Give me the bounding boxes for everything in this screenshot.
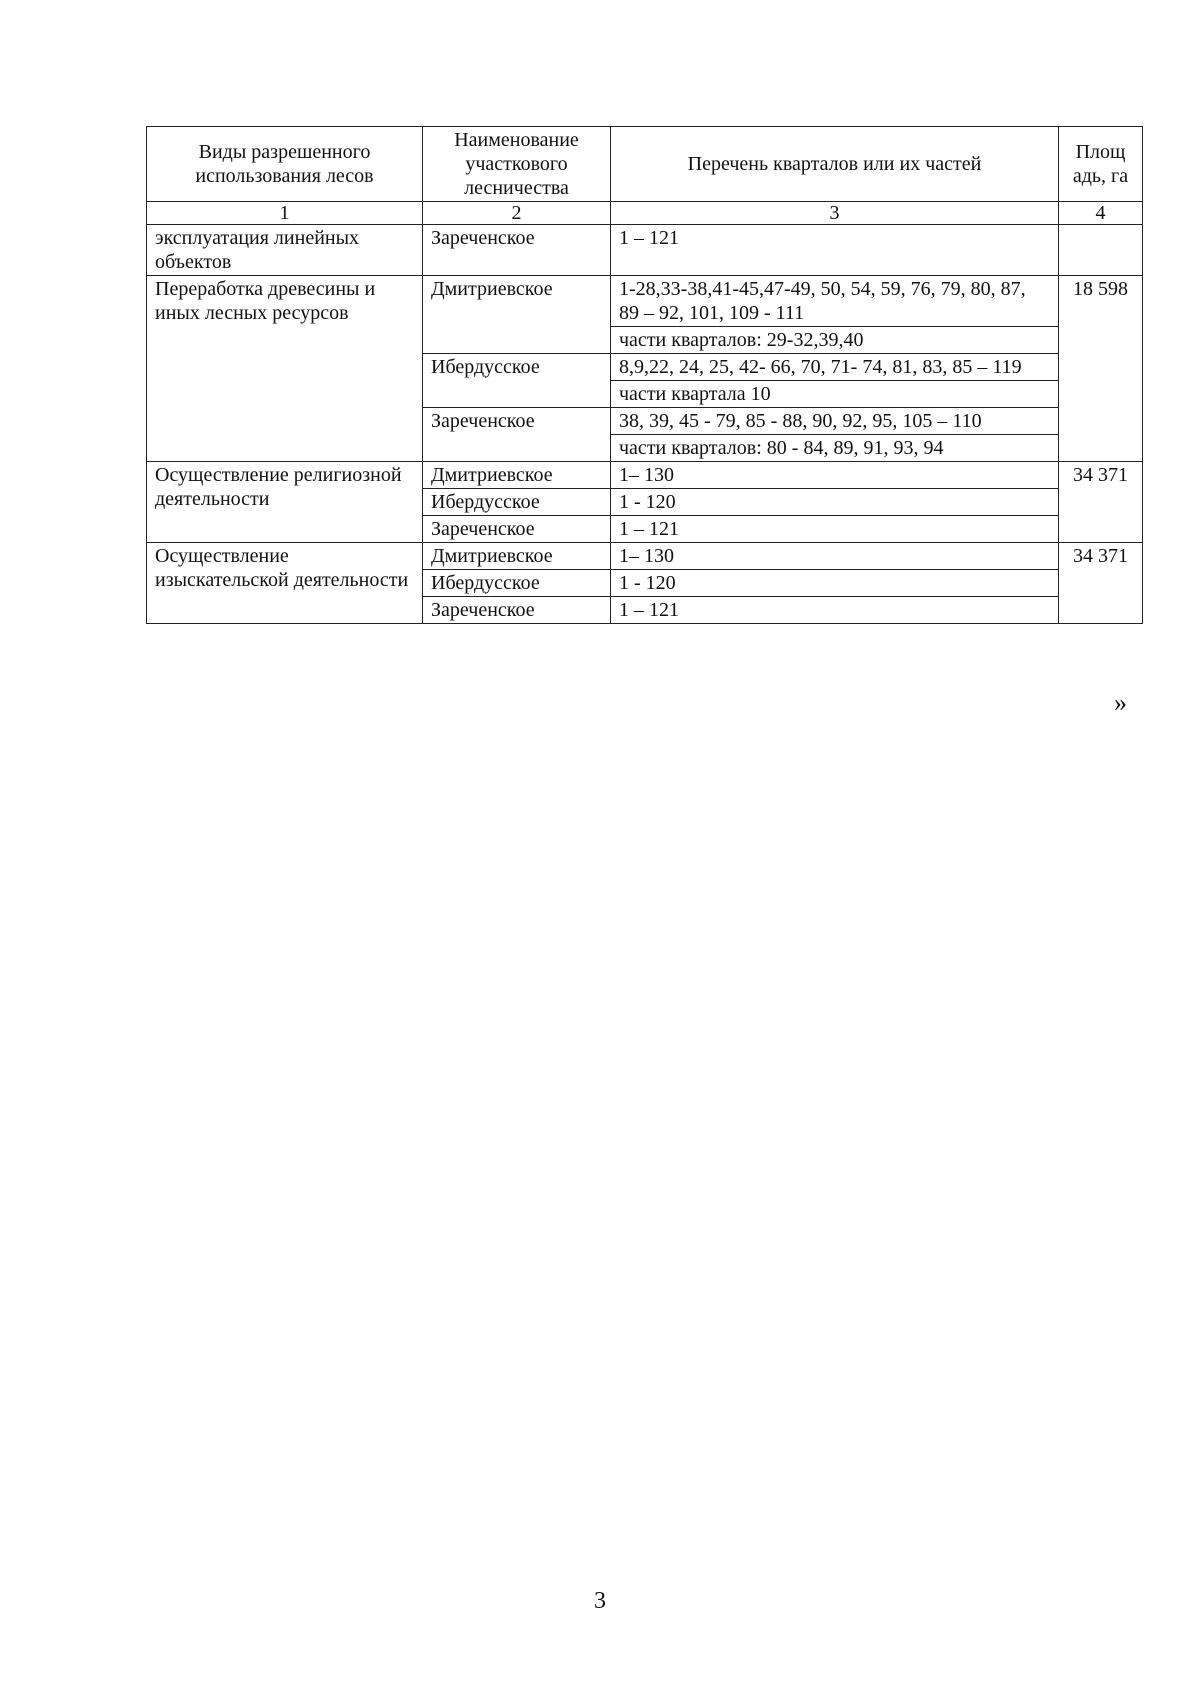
quarters-cell: 1 - 120 xyxy=(611,489,1059,516)
forest-use-table xyxy=(146,126,1143,624)
area-cell: 18 598 xyxy=(1059,276,1143,462)
forestry-cell: Зареченское xyxy=(423,408,611,462)
quarters-cell: 1– 130 xyxy=(611,462,1059,489)
header-forestry-name: Наименование участкового лесничества xyxy=(423,127,611,202)
use-type-cell: Осуществление религиозной деятельности xyxy=(147,462,423,543)
use-type-cell: Переработка древесины и иных лесных ресурсов xyxy=(147,276,423,462)
quarters-cell: 1 – 121 xyxy=(611,225,1059,276)
header-use-type: Виды разрешенного использования лесов xyxy=(147,127,423,202)
header-area: Площ адь, га xyxy=(1059,127,1143,202)
column-number-row xyxy=(147,202,1143,225)
forestry-cell: Зареченское xyxy=(423,516,611,543)
column-number: 3 xyxy=(611,202,1059,225)
header-quarters-list: Перечень кварталов или их частей xyxy=(611,127,1059,202)
quarters-cell: 1 – 121 xyxy=(611,597,1059,624)
column-number: 1 xyxy=(147,202,423,225)
quarters-cell: части кварталов: 29-32,39,40 xyxy=(611,327,1059,354)
quarters-cell: 1– 130 xyxy=(611,543,1059,570)
column-number: 2 xyxy=(423,202,611,225)
table-row xyxy=(147,543,1143,570)
quarters-cell: части квартала 10 xyxy=(611,381,1059,408)
forestry-cell: Дмитриевское xyxy=(423,462,611,489)
forestry-cell: Зареченское xyxy=(423,597,611,624)
quarters-cell: 38, 39, 45 - 79, 85 - 88, 90, 92, 95, 105 – 110 xyxy=(611,408,1059,435)
quarters-cell: 8,9,22, 24, 25, 42- 66, 70, 71- 74, 81, 83, 85 – 119 xyxy=(611,354,1059,381)
quarters-cell: части кварталов: 80 - 84, 89, 91, 93, 94 xyxy=(611,435,1059,462)
forestry-cell: Ибердусское xyxy=(423,570,611,597)
quarters-cell: 1 – 121 xyxy=(611,516,1059,543)
quarters-cell: 1 - 120 xyxy=(611,570,1059,597)
column-number: 4 xyxy=(1059,202,1143,225)
area-cell: 34 371 xyxy=(1059,543,1143,624)
forestry-cell: Дмитриевское xyxy=(423,276,611,354)
table-row xyxy=(147,276,1143,327)
forestry-cell: Зареченское xyxy=(423,225,611,276)
area-cell xyxy=(1059,225,1143,276)
quarters-cell: 1-28,33-38,41-45,47-49, 50, 54, 59, 76, 79, 80, 87, 89 – 92, 101, 109 - 111 xyxy=(611,276,1059,327)
closing-quote-mark: » xyxy=(1114,688,1127,717)
table-row xyxy=(147,225,1143,276)
page-number: 3 xyxy=(594,1588,606,1614)
table-row xyxy=(147,462,1143,489)
forestry-cell: Дмитриевское xyxy=(423,543,611,570)
use-type-cell: Осуществление изыскательской деятельности xyxy=(147,543,423,624)
use-type-cell: эксплуатация линейных объектов xyxy=(147,225,423,276)
forestry-cell: Ибердусское xyxy=(423,489,611,516)
area-cell: 34 371 xyxy=(1059,462,1143,543)
forestry-cell: Ибердусское xyxy=(423,354,611,408)
table-header-row xyxy=(147,127,1143,202)
